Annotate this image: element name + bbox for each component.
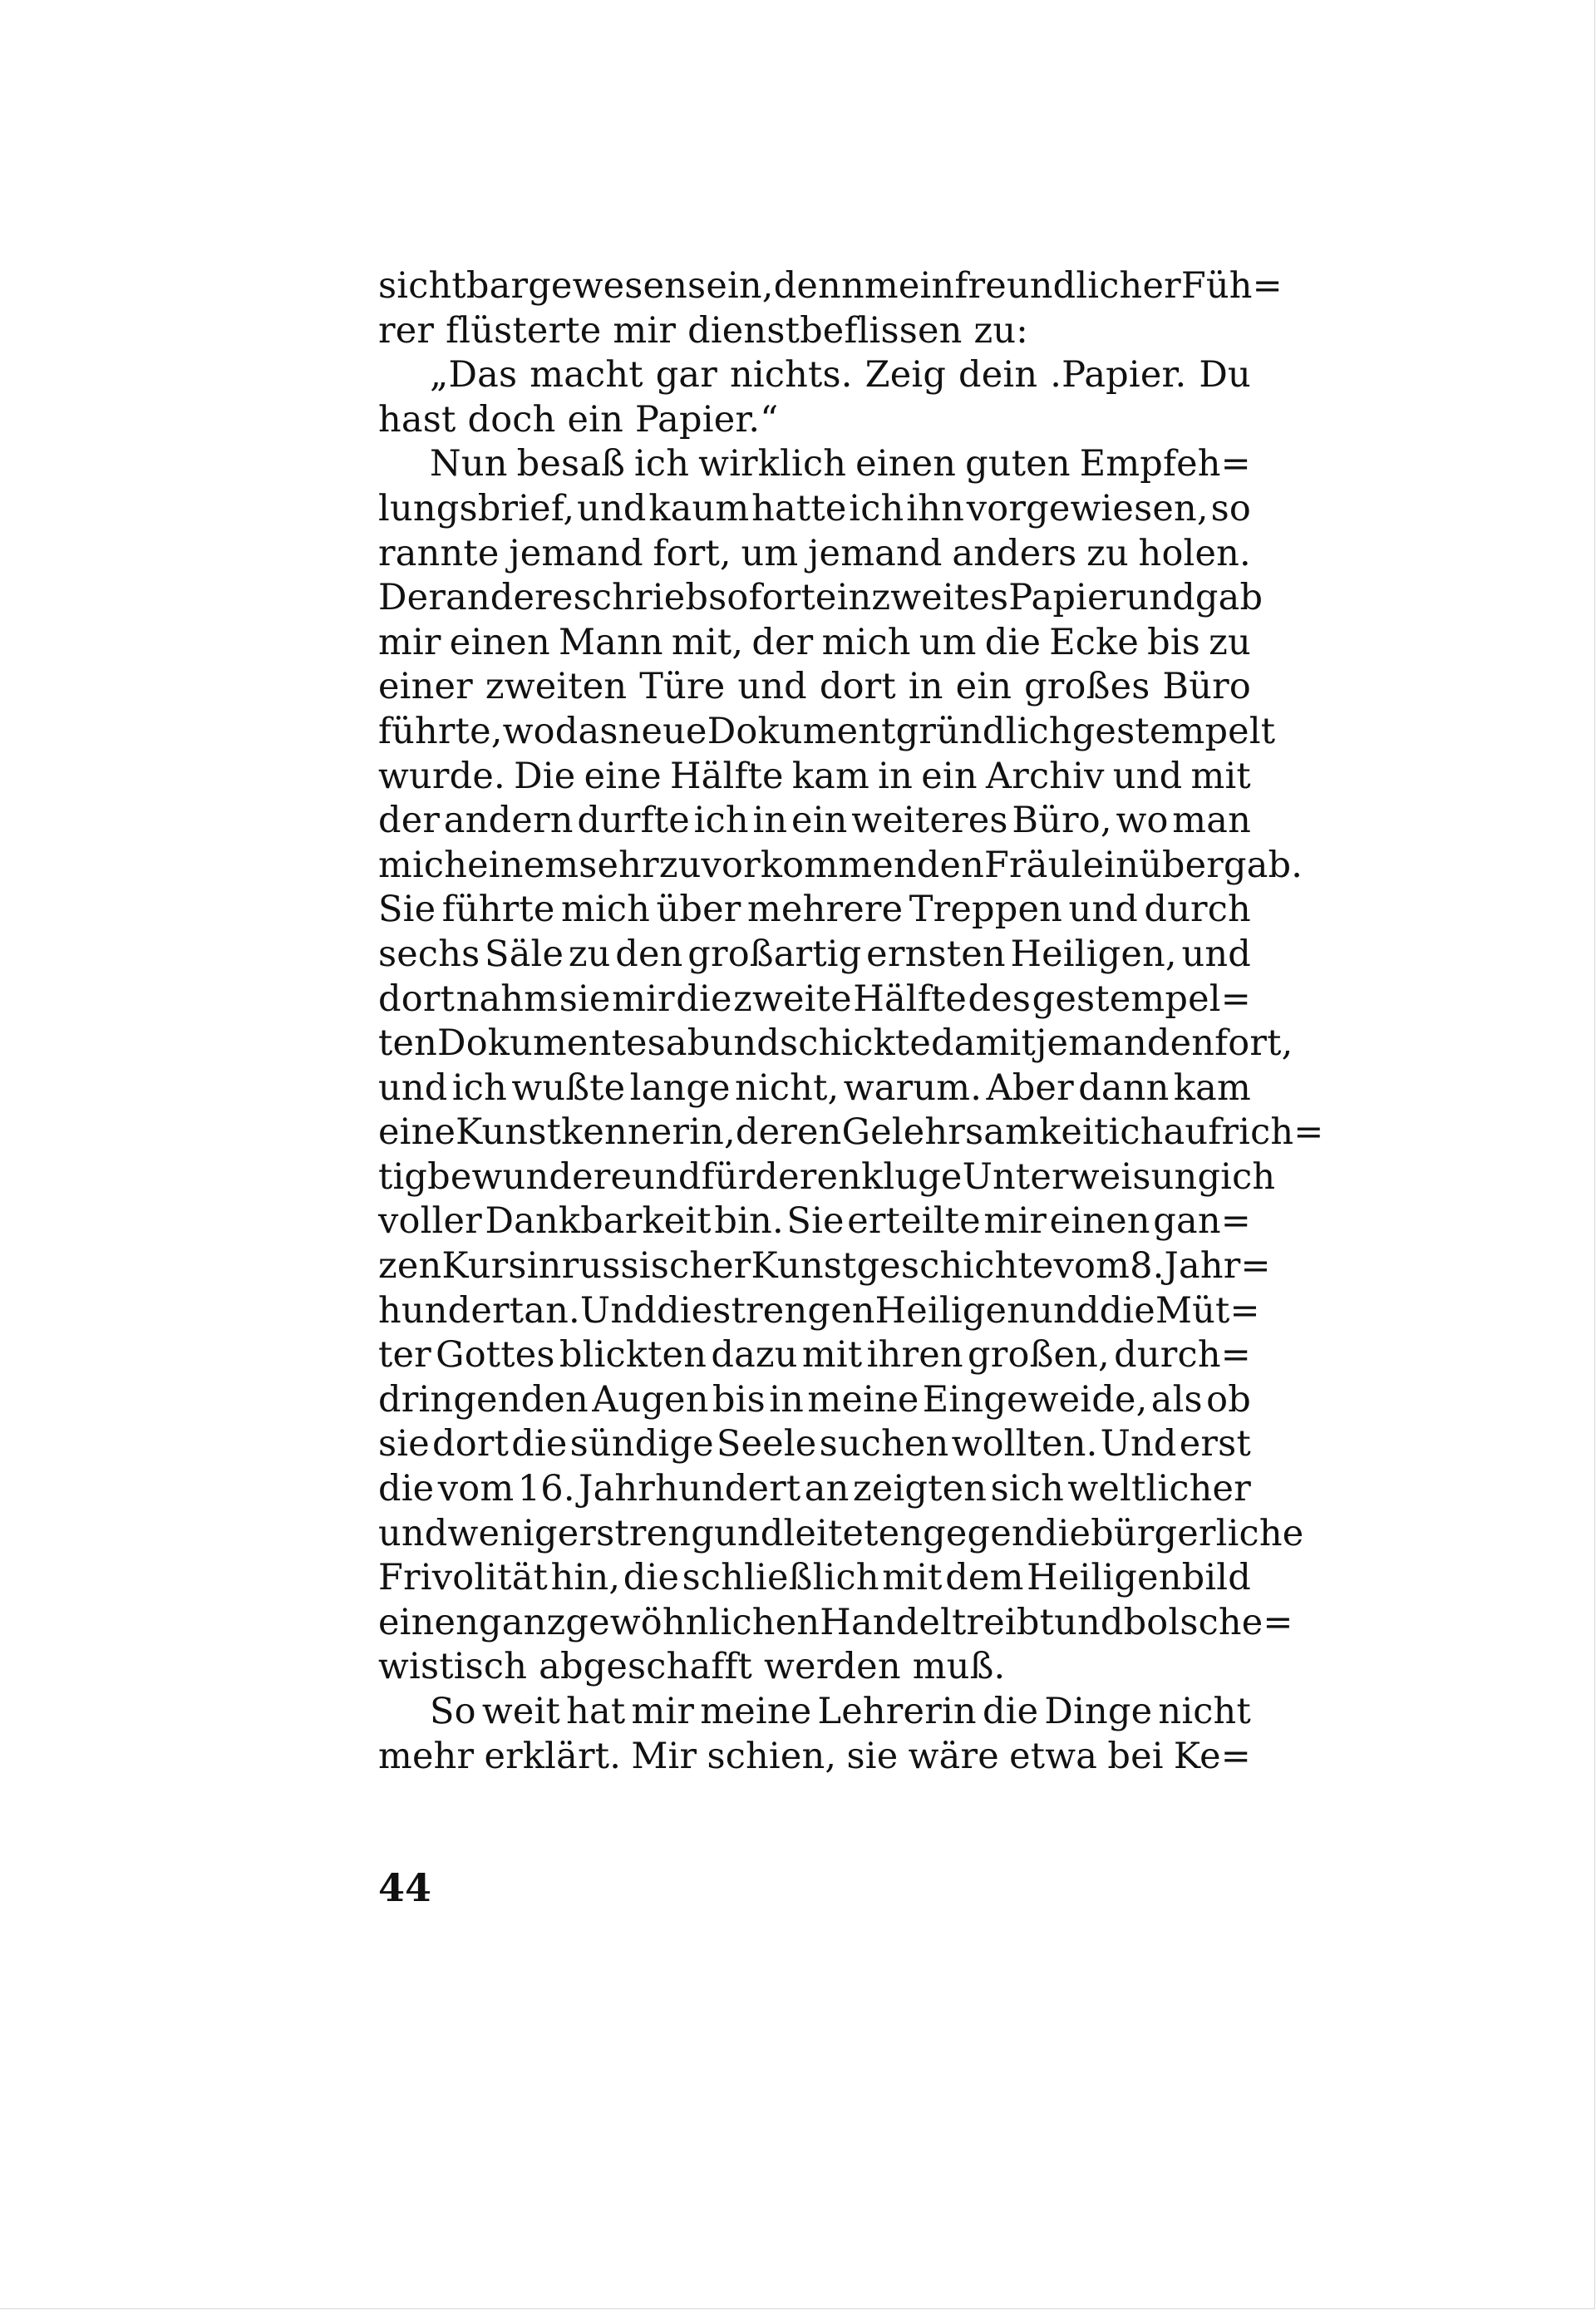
text-line: Der andere schrieb sofort ein zweites Papier und gab [378,577,1264,619]
text-line: zen Kurs in russischer Kunstgeschichte vom 8. Jahr= [378,1245,1271,1288]
text-line: die vom 16. Jahrhundert an zeigten sich weltlicher [378,1468,1251,1510]
text-line: ter Gottes blickten dazu mit ihren großen, durch= [378,1334,1251,1377]
text-line: voller Dankbarkeit bin. Sie erteilte mir einen gan= [378,1200,1251,1243]
text-line: sie dort die sündige Seele suchen wollten. Und erst [378,1423,1251,1465]
text-line: einer zweiten Türe und dort in ein großes Büro [378,666,1251,708]
text-line: rer flüsterte mir dienstbeflissen zu: [378,309,1028,352]
text-line: wistisch abgeschafft werden muß. [378,1646,1006,1688]
text-line: mir einen Mann mit, der mich um die Ecke bis zu [378,621,1251,663]
text-line: ten Dokumentes ab und schickte damit jemanden fort, [378,1022,1293,1065]
text-line: rannte jemand fort, um jemand anders zu holen. [378,532,1251,574]
text-line: sechs Säle zu den großartig ernsten Heiligen, und [378,933,1251,975]
text-line: und ich wußte lange nicht, warum. Aber dann kam [378,1066,1251,1109]
text-line: hundert an. Und die strengen Heiligen und die Müt= [378,1289,1260,1332]
text-line: lungsbrief, und kaum hatte ich ihn vorgewiesen, so [378,487,1251,529]
page-number: 44 [378,1865,432,1910]
text-line: mich einem sehr zuvorkommenden Fräulein übergab. [378,844,1303,886]
text-line: eine Kunstkennerin, deren Gelehrsamkeit ich aufrich= [378,1111,1324,1154]
text-line: hast doch ein Papier.“ [378,398,779,441]
text-line: dort nahm sie mir die zweite Hälfte des gestempel= [378,978,1251,1020]
text-line: Nun besaß ich wirklich einen guten Empfeh= [430,443,1251,485]
text-line: einen ganz gewöhnlichen Handel treibt und bolsche= [378,1601,1293,1643]
text-line: mehr erklärt. Mir schien, sie wäre etwa bei Ke= [378,1735,1251,1777]
text-line: „Das macht gar nichts. Zeig dein .Papier. Du [430,354,1251,396]
text-line: dringenden Augen bis in meine Eingeweide, als ob [378,1378,1251,1421]
text-line: führte, wo das neue Dokument gründlich gestempelt [378,710,1276,752]
text-line: wurde. Die eine Hälfte kam in ein Archiv und mit [378,755,1251,797]
body-text [378,264,1324,1779]
text-line: So weit hat mir meine Lehrerin die Dinge nicht [430,1691,1251,1732]
text-line: sichtbar gewesen sein, denn mein freundlicher Füh= [378,265,1283,307]
text-line: Frivolität hin, die schließlich mit dem Heiligenbild [378,1557,1251,1599]
text-line: und weniger streng und leiteten gegen die bürgerliche [378,1512,1304,1554]
text-line: der andern durfte ich in ein weiteres Büro, wo man [378,800,1251,842]
text-line: Sie führte mich über mehrere Treppen und durch [378,889,1251,931]
text-line: tig bewundere und für deren kluge Unterweisung ich [378,1155,1276,1198]
